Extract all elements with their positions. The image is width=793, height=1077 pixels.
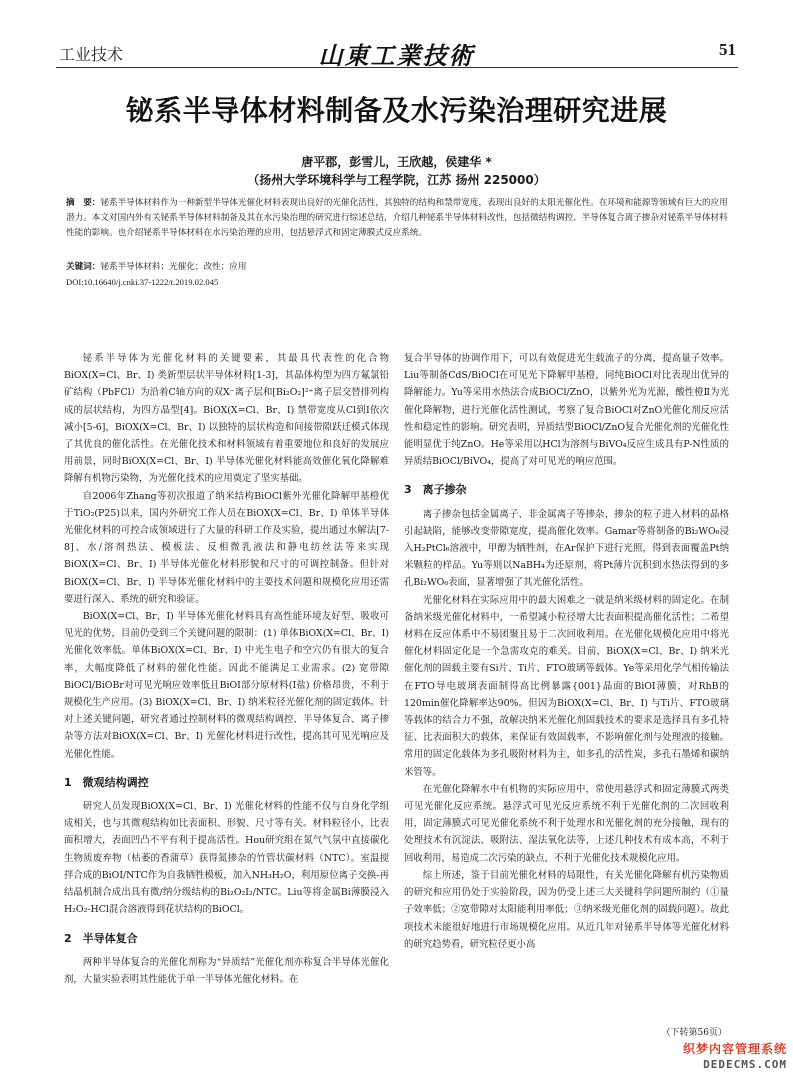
keywords-text: 铋系半导体材料；光催化；改性；应用 xyxy=(100,262,247,272)
body-paragraph: 综上所述，鉴于目前光催化材料的局限性，有关光催化降解有机污染物质的研究和应用仍处于实验阶段，因为仍受上述三大关键科学问题所制约（①量子效率低；②宽带隙对太阳能利用率低；③纳米级光催化剂的固载问题）。故此项技术未能很好地进行市场规模化应用。从近几年对铋系半导体等光催化材料的研究趋势看，研究粒径更小高 xyxy=(404,869,729,950)
continued-note: （下转第56页） xyxy=(661,1028,727,1038)
article-title: 铋系半导体材料制备及水污染治理研究进展 xyxy=(125,94,668,127)
body-paragraph: 离子掺杂包括金属离子、非金属离子等掺杂，掺杂的粒子进入材料的晶格引起缺陷，能够改变带隙宽度，提高催化效率。Gamar等将制备的Bi₂WO₆浸入H₂PtCl₆溶液中，甲醇为牺牲剂，在Ar保护下进行光照，得到表面覆盖Pt纳米颗粒的样品。Yu等则以NaBH₄为还原剂，将Pt薄片沉积到水热法得到的多孔Bi₂WO₆表面，显著增强了其光催化活性。 xyxy=(404,508,729,589)
keywords-label: 关键词： xyxy=(66,262,101,272)
abstract-text: 铋系半导体材料作为一种新型半导体光催化材料表现出良好的光催化活性，其独特的结构和禁带宽度，表现出良好的太阳光催化性。在环境和能源等领域有巨大的应用潜力。本文对国内外有关铋系半导体材料制备及其在水污染治理的研究进行综述总结，介绍几种铋系半导体材料改性，包括微结构调控、半导体复合离子掺杂对铋系半导体材料性能的影响。也介绍铋系半导体材料在水污染治理的应用，包括悬浮式和固定薄膜式反应系统。 xyxy=(66,198,728,238)
body-paragraph: 研究人员发现BiOX(X=Cl、Br、I) 光催化材料的性能不仅与自身化学组成相关，也与其微观结构如比表面积、形貌、尺寸等有关。材料粒径小，比表面积增大，表面凹凸不平有利于提高活性。Hou研究组在氮气气氛中直接碳化生物质废弃物（枯萎的香蒲草）获得氮掺杂的竹管状碳材料（NTC）。室温搅拌合成的BiOI/NTC作为自我牺牲模板，加入NH₃H₂O，利用原位离子交换-再结晶机制合成出具有微/纳分级结构的Bi₂O₂I₂/NTC。Liu等将金属Bi薄膜浸入H₂O₂-HCl混合溶液得到花状结构的BiOCl。 xyxy=(64,801,389,916)
keywords xyxy=(66,260,730,275)
header-divider xyxy=(56,67,738,68)
watermark-line-2: DEDECMS.COM xyxy=(703,1058,787,1071)
abstract xyxy=(66,196,730,241)
right-column xyxy=(404,350,729,953)
body-paragraph: 两种半导体复合的光催化剂称为“异质结”光催化剂亦称复合半导体光催化剂，大量实验表明其性能优于单一半导体光催化材料。在 xyxy=(64,956,389,985)
journal-name: 山東工業技術 xyxy=(318,41,475,70)
body-paragraph: 自2006年Zhang等初次报道了纳米结构BiOCl紫外光催化降解甲基橙优于TiO₂(P25)以来，国内外研究工作人员在BiOX(X=Cl、Br、I) 单体半导体光催化材料的可控合成领域进行了大量的科研工作及实验，提出通过水解法[7-8]、水/溶剂热法、模板法、反相微乳液法和静电纺丝法等来实现BiOX(X=Cl、Br、I) 半导体光催化材料形貌和尺寸的可调控制备。但针对BiOX(X=Cl、Br、I) 半导体光催化材料中的主要技术问题和规模化应用还需要进行深入、系统的研究和验证。 xyxy=(64,490,389,605)
page-number: 51 xyxy=(719,40,736,59)
body-paragraph: 在光催化降解水中有机物的实际应用中，常使用悬浮式和固定薄膜式两类可见光催化反应系统。悬浮式可见光反应系统不利于光催化剂的二次回收利用，固定薄膜式可见光催化系统不利于处理水和光催化剂的充分接触，现有的处理技术有沉淀法、吸附法、湿法氧化法等，上述几种技术有成本高，不利于回收利用，易造成二次污染的缺点，不利于光催化技术规模化应用。 xyxy=(404,783,729,864)
body-paragraph: 复合半导体的协调作用下，可以有效促进光生载流子的分离，提高量子效率。Liu等制备CdS/BiOCl在可见光下降解甲基橙，同纯BiOCl对比表现出优异的降解能力。Yu等采用水热法合成BiOCl/ZnO，以紫外光为光源，酸性橙Ⅱ为光催化降解物，进行光催化活性测试，考察了复合BiOCl对ZnO光催化剂反应活性和稳定性的影响。研究表明，异质结型BiOCl/ZnO复合光催化剂的光催化性能明显优于纯ZnO。He等采用以HCl为溶剂与BiVO₄反应生成具有P-N性质的异质结BiOCl/BiVO₄，提高了对可见光的响应范围。 xyxy=(404,353,729,468)
watermark-line-1: 织梦内容管理系统 xyxy=(682,1042,787,1056)
section-heading-microstructure: 1 微观结构调控 xyxy=(64,775,149,789)
affiliation: （扬州大学环境科学与工程学院，江苏 扬州 225000） xyxy=(247,173,546,187)
watermark xyxy=(683,1042,787,1072)
abstract-label: 摘 要： xyxy=(66,198,101,208)
body-paragraph: 铋系半导体为光催化材料的关键要素，其最具代表性的化合物BiOX(X=Cl、Br、I) 类新型层状半导体材料[1-3]，其晶体构型为四方氟氯铅矿结构（PbFCl）为沿着C轴方向的双X⁻离子层和[Bi₂O₂]²⁺离子层交替排列构成的层状结构，为四方晶型[4]。BiOX(X=Cl、Br、I) 禁带宽度从Cl到I依次减小[5-6]，BiOX(X=Cl、Br、I) 以独特的层状构造和间接带隙跃迁模式体现了其优良的催化活性。在光催化技术和材料领域有着重要地位和良好的发展应用前景，同时BiOX(X=Cl、Br、I) 半导体光催化材料能高效催化氧化降解难降解有机物污染物，为光催化技术的应用奠定了坚实基础。 xyxy=(64,353,389,485)
doi: DOI:10.16640/j.cnki.37-1222/t.2019.02.045 xyxy=(66,277,219,287)
running-section-label: 工业技术 xyxy=(59,47,124,64)
section-heading-composite: 2 半导体复合 xyxy=(64,931,138,945)
author-list: 唐平郡，彭雪儿，王欣越，侯建华 * xyxy=(301,155,492,169)
section-heading-doping: 3 离子掺杂 xyxy=(404,483,467,497)
left-column xyxy=(64,350,389,988)
body-paragraph: 光催化材料在实际应用中的最大困难之一就是纳米级材料的固定化。在制备纳米级光催化材料中，一希望减小粒径增大比表面积提高催化活性；二希望材料在反应体系中不易团聚且易于二次回收利用。在光催化规模化应用中将光催化材料固定化是一个急需攻克的难关。目前，BiOX(X=Cl、Br、I) 纳米光催化剂的固载主要有Si片、Ti片、FTO玻璃等载体。Ye等采用化学气相传输法在FTO导电玻璃表面制得高比例暴露{001}晶面的BiOI薄膜，对RhB的120min催化降解率达90%。但因为BiOX(X=Cl、Br、I) 与Ti片、FTO玻璃等载体的结合力不强，故解决纳米光催化剂固载技术的要求是选择具有多孔特征、比表面积大的载体，来保证有效固载率，不影响催化剂与处理液的接触。常用的固定化载体为多孔吸附材料为主，如多孔的活性炭，多孔石墨烯和碳纳米管等。 xyxy=(404,594,729,778)
body-paragraph: BiOX(X=Cl、Br、I) 半导体光催化材料具有高性能环境友好型、吸收可见光的优势，目前仍受到三个关键问题的限制：(1) 单体BiOX(X=Cl、Br、I) 光催化效率低。单体BiOX(X=Cl、Br、I) 中光生电子和空穴仍有很大的复合率，大幅度降低了材料的催化性能。因此不能满足工业需求。(2) 宽带隙BiOCl/BiOBr对可见光响应效率低且BiOI部分原材料(I盐) 价格昂贵，不利于规模化生产应用。(3) BiOX(X=Cl、Br、I) 纳米粒径光催化剂的固定载体。针对上述关键问题，研究者通过控制材料的微观结构调控、半导体复合、离子掺杂等方法对BiOX(X=Cl、Br、I) 光催化材料进行改性，提高其可见光响应及光催化性能。 xyxy=(64,611,389,760)
